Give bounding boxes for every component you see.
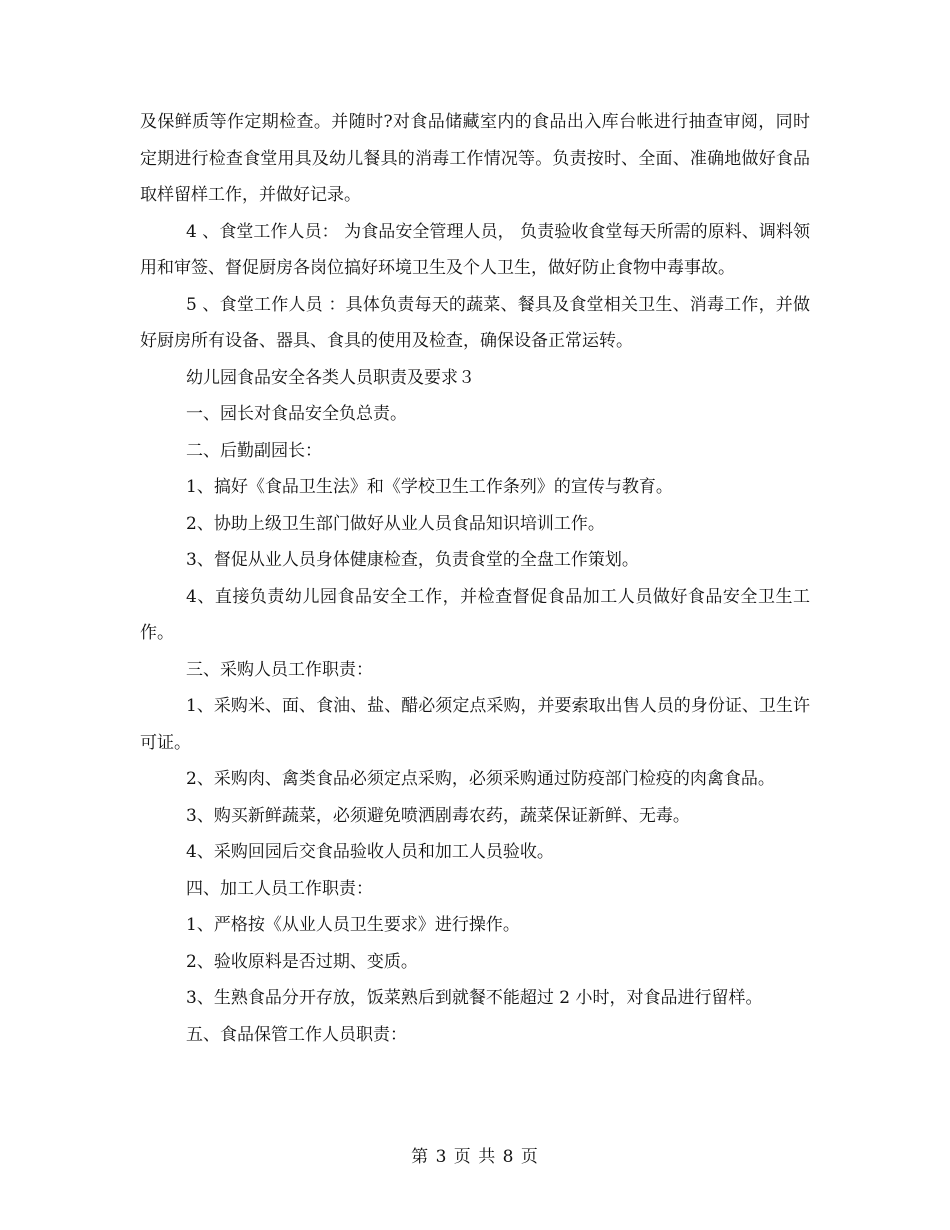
paragraph-item-5: 5 、食堂工作人员 ：具体负责每天的蔬菜、餐具及食堂相关卫生、消毒工作，并做好厨房所有设备、器具、食具的使用及检查，确保设备正常运转。 bbox=[140, 294, 810, 351]
list-item: 4、直接负责幼儿园食品安全工作，并检查督促食品加工人员做好食品安全卫生工作。 bbox=[140, 586, 810, 643]
list-item: 2、协助上级卫生部门做好从业人员食品知识培训工作。 bbox=[186, 513, 605, 534]
section-title: 幼儿园食品安全各类人员职责及要求３ bbox=[186, 367, 475, 388]
paragraph-item-4: 4 、食堂工作人员： 为食品安全管理人员， 负责验收食堂每天所需的原料、调料领用和审签、督促厨房各岗位搞好环境卫生及个人卫生，做好防止食物中毒事故。 bbox=[140, 221, 810, 278]
paragraph-continuation: 及保鲜质等作定期检查。并随时?对食品储藏室内的食品出入库台帐进行抽查审阅，同时定期进行检查食堂用具及幼儿餐具的消毒工作情况等。负责按时、全面、准确地做好食品取样留样工作，并做好记录。 bbox=[140, 112, 810, 205]
list-item: 3、督促从业人员身体健康检查，负责食堂的全盘工作策划。 bbox=[186, 550, 639, 570]
list-item: 4、采购回园后交食品验收人员和加工人员验收。 bbox=[186, 842, 554, 862]
heading-3: 三、采购人员工作职责： bbox=[186, 659, 373, 680]
list-item: 1、采购米、面、食油、盐、醋必须定点采购，并要索取出售人员的身份证、卫生许可证。 bbox=[140, 696, 810, 753]
heading-4: 四、加工人员工作职责： bbox=[186, 878, 373, 899]
document-body bbox=[140, 104, 810, 1053]
list-item: 2、验收原料是否过期、变质。 bbox=[186, 951, 418, 972]
list-item: 1、严格按《从业人员卫生要求》进行操作。 bbox=[186, 915, 520, 935]
heading-2: 二、后勤副园长： bbox=[186, 440, 322, 461]
list-item: 2、采购肉、禽类食品必须定点采购，必须采购通过防疫部门检疫的肉禽食品。 bbox=[186, 769, 775, 789]
list-item: 3、购买新鲜蔬菜，必须避免喷洒剧毒农药，蔬菜保证新鲜、无毒。 bbox=[186, 805, 690, 826]
list-item: 3、生熟食品分开存放，饭菜熟后到就餐不能超过 2 小时，对食品进行留样。 bbox=[186, 988, 763, 1008]
list-item: 1、搞好《食品卫生法》和《学校卫生工作条列》的宣传与教育。 bbox=[186, 477, 673, 497]
page-number-footer: 第 3 页 共 8 页 bbox=[411, 1147, 539, 1167]
heading-1: 一、园长对食品安全负总责。 bbox=[186, 404, 407, 424]
heading-5: 五、食品保管工作人员职责： bbox=[186, 1024, 407, 1045]
